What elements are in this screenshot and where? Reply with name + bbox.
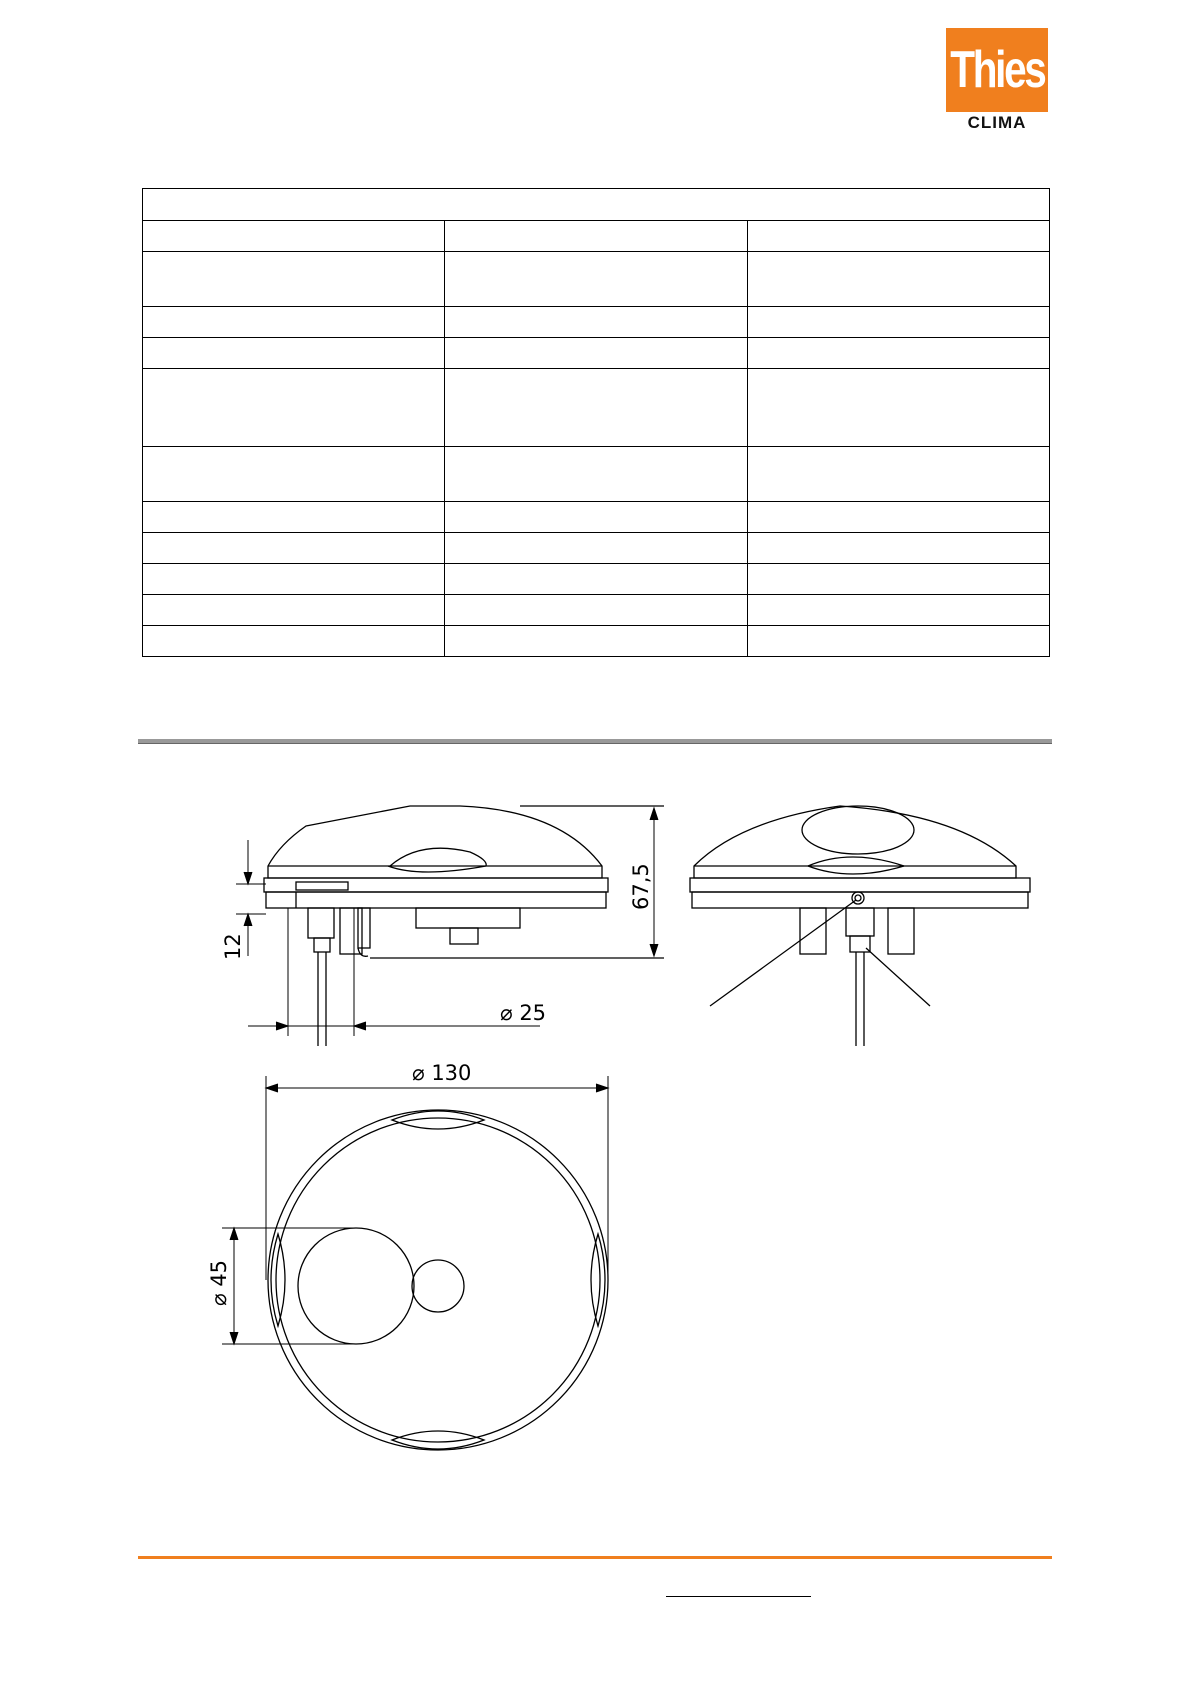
company-logo bbox=[946, 28, 1048, 132]
table-cell bbox=[143, 626, 445, 657]
table-cell bbox=[445, 307, 747, 338]
technical-drawing bbox=[0, 780, 1192, 1480]
table-cell bbox=[445, 502, 747, 533]
logo-subtitle: CLIMA bbox=[967, 113, 1027, 132]
table-row bbox=[143, 338, 1050, 369]
table-cell bbox=[747, 595, 1049, 626]
dimension-lines bbox=[236, 808, 658, 1036]
footer-underline bbox=[666, 1596, 811, 1597]
table-cell bbox=[445, 221, 747, 252]
table-cell bbox=[143, 533, 445, 564]
table-cell bbox=[747, 369, 1049, 447]
table-cell bbox=[747, 533, 1049, 564]
table-cell bbox=[143, 564, 445, 595]
table-cell bbox=[747, 221, 1049, 252]
table-row bbox=[143, 564, 1050, 595]
table-cell bbox=[445, 447, 747, 502]
side-view bbox=[264, 806, 664, 1046]
dim-height-base: 12 bbox=[221, 933, 245, 960]
table-cell bbox=[747, 338, 1049, 369]
table-row bbox=[143, 502, 1050, 533]
table-row bbox=[143, 307, 1050, 338]
table-cell bbox=[143, 307, 445, 338]
table-cell bbox=[143, 369, 445, 447]
table-row bbox=[143, 221, 1050, 252]
table-cell bbox=[143, 595, 445, 626]
table-cell bbox=[445, 338, 747, 369]
table-row bbox=[143, 533, 1050, 564]
specification-table bbox=[142, 188, 1050, 657]
dim-shaft-diameter: ⌀ 25 bbox=[500, 1001, 547, 1025]
table-cell bbox=[747, 626, 1049, 657]
logo-word: Thies bbox=[949, 41, 1045, 99]
table-cell bbox=[747, 252, 1049, 307]
table-cell bbox=[747, 307, 1049, 338]
table-row bbox=[143, 626, 1050, 657]
table-cell bbox=[143, 502, 445, 533]
table-cell bbox=[445, 595, 747, 626]
table-cell bbox=[445, 564, 747, 595]
table-cell bbox=[445, 369, 747, 447]
table-row bbox=[143, 369, 1050, 447]
table-cell bbox=[747, 502, 1049, 533]
top-view bbox=[268, 1110, 608, 1450]
table-row bbox=[143, 447, 1050, 502]
dim-height-total: 67,5 bbox=[629, 863, 653, 910]
table-cell bbox=[445, 533, 747, 564]
table-cell bbox=[143, 447, 445, 502]
table-cell bbox=[445, 252, 747, 307]
table-cell bbox=[143, 338, 445, 369]
dim-window-diameter: ⌀ 45 bbox=[207, 1259, 231, 1306]
table-cell bbox=[143, 252, 445, 307]
table-title-cell bbox=[143, 189, 1050, 221]
table-cell bbox=[445, 626, 747, 657]
logo-mark bbox=[946, 28, 1048, 112]
dim-outer-diameter: ⌀ 130 bbox=[412, 1061, 472, 1085]
section-divider bbox=[138, 739, 1052, 744]
table-cell bbox=[747, 447, 1049, 502]
table-cell bbox=[143, 221, 445, 252]
front-view bbox=[690, 806, 1030, 1046]
table-row bbox=[143, 595, 1050, 626]
table-title-row bbox=[143, 189, 1050, 221]
footer-divider bbox=[138, 1556, 1052, 1559]
table-row bbox=[143, 252, 1050, 307]
top-view-dimensions bbox=[222, 1076, 608, 1344]
table-cell bbox=[747, 564, 1049, 595]
